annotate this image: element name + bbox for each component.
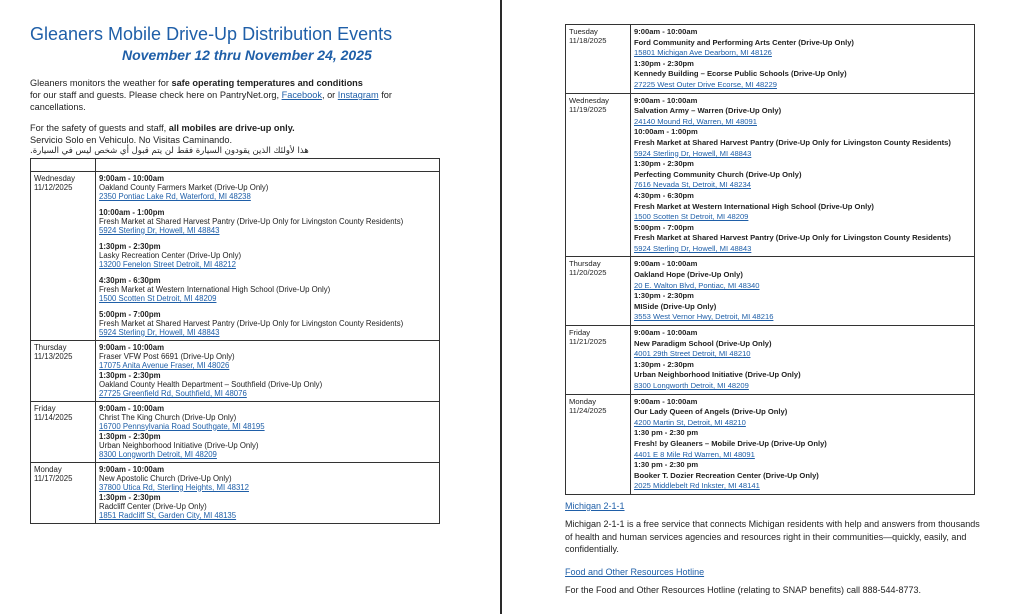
event-time: 1:30pm - 2:30pm [99, 431, 161, 441]
event-address-link[interactable]: 7616 Nevada St, Detroit, MI 48234 [634, 180, 751, 190]
left-page [30, 0, 450, 524]
event-time: 1:30pm - 2:30pm [634, 291, 694, 301]
date-label: 11/14/2025 [34, 412, 73, 422]
event-location-name: Fresh! by Gleaners – Mobile Drive-Up (Drive-Up Only) [634, 438, 827, 448]
events-cell [631, 257, 975, 326]
events-cell [96, 340, 440, 401]
event-address-link[interactable]: 4200 Martin St, Detroit, MI 48210 [634, 417, 746, 427]
event-item [99, 343, 436, 370]
event-item [634, 460, 971, 492]
event-location-name: New Paradigm School (Drive-Up Only) [634, 338, 772, 348]
instagram-link[interactable]: Instagram [337, 90, 379, 100]
event-time: 5:00pm - 7:00pm [99, 309, 161, 319]
day-label: Friday [569, 328, 591, 338]
event-location-name: Fraser VFW Post 6691 (Drive-Up Only) [99, 351, 235, 361]
event-location-name: Booker T. Dozier Recreation Center (Drive-Up Only) [634, 470, 819, 480]
event-item [99, 310, 436, 337]
event-location-name: Fresh Market at Shared Harvest Pantry (Drive-Up Only for Livingston County Residents) [634, 137, 951, 147]
event-location-name: Perfecting Community Church (Drive-Up Only) [634, 169, 802, 179]
michigan-211-description: Michigan 2-1-1 is a free service that connects Michigan residents with help and answers from thousands of health and human services agencies and resources right in their communities—quickly, easily, and confidentially. [565, 519, 980, 555]
event-address-link[interactable]: 8300 Longworth Detroit, MI 48209 [634, 381, 749, 390]
event-address-link[interactable]: 15801 Michigan Ave Dearborn, MI 48126 [634, 48, 772, 58]
table-row [31, 462, 440, 523]
event-item [634, 328, 971, 360]
safety-notice: For the safety of guests and staff, all mobiles are drive-up only. Servicio Solo en Vehiculo. No Visitas Caminando. هذا لأولئك الذين يقودون السيارة فقط لن يتم قبول أي شخص ليس في السيارة. [30, 123, 450, 158]
event-address-link[interactable]: 24140 Mound Rd, Warren, MI 48091 [634, 116, 757, 126]
page-subtitle: November 12 thru November 24, 2025 [122, 47, 372, 63]
event-location-name: New Apostolic Church (Drive-Up Only) [99, 473, 232, 483]
event-location-name: Oakland County Farmers Market (Drive-Up Only) [99, 182, 269, 192]
event-item [634, 27, 971, 59]
event-item [99, 432, 436, 459]
event-location-name: Urban Neighborhood Initiative (Drive-Up Only) [634, 370, 801, 380]
day-cell [566, 25, 631, 94]
day-cell [566, 257, 631, 326]
intro-paragraph: Gleaners monitors the weather for safe operating temperatures and conditions for our staff and guests. Please check here on PantryNet.org, Facebook, or Instagram for cancellations. [30, 78, 392, 112]
event-time: 1:30pm - 2:30pm [634, 159, 694, 169]
date-label: 11/19/2025 [569, 104, 607, 114]
event-address-link[interactable]: 1500 Scotten St Detroit, MI 48209 [634, 212, 749, 222]
events-cell [96, 462, 440, 523]
event-address-link[interactable]: 20 E. Walton Blvd, Pontiac, MI 48340 [634, 280, 760, 290]
event-item [99, 404, 436, 431]
event-item [99, 465, 436, 492]
event-item [99, 371, 436, 398]
table-row [566, 394, 975, 494]
event-location-name: Fresh Market at Shared Harvest Pantry (Drive-Up Only for Livingston County Residents) [99, 318, 404, 328]
day-cell [566, 93, 631, 257]
event-time: 9:00am - 10:00am [634, 259, 698, 269]
day-label: Tuesday [569, 27, 598, 36]
event-address-link[interactable]: 17075 Anita Avenue Fraser, MI 48026 [99, 360, 230, 370]
event-address-link[interactable]: 1851 Radcliff St, Garden City, MI 48135 [99, 510, 237, 520]
day-cell [566, 394, 631, 494]
date-label: 11/17/2025 [34, 473, 73, 483]
event-time: 1:30pm - 2:30pm [634, 359, 694, 369]
event-time: 9:00am - 10:00am [99, 173, 165, 183]
event-location-name: Salvation Army – Warren (Drive-Up Only) [634, 106, 782, 116]
event-location-name: Urban Neighborhood Initiative (Drive-Up Only) [99, 440, 259, 450]
event-address-link[interactable]: 13200 Fenelon Street Detroit, MI 48212 [99, 259, 236, 269]
table-header-row [31, 158, 440, 171]
table-row [566, 25, 975, 94]
date-label: 11/18/2025 [569, 36, 607, 45]
event-address-link[interactable]: 27725 Greenfield Rd, Southfield, MI 48076 [99, 388, 247, 398]
event-time: 1:30pm - 2:30pm [99, 241, 161, 251]
event-location-name: Fresh Market at Western International High School (Drive-Up Only) [634, 201, 874, 211]
day-label: Wednesday [569, 95, 609, 105]
page-divider [500, 0, 502, 614]
right-page [565, 0, 985, 607]
left-schedule-table [30, 158, 440, 524]
event-time: 10:00am - 1:00pm [634, 127, 698, 137]
event-time: 1:30pm - 2:30pm [634, 58, 694, 68]
event-address-link[interactable]: 1500 Scotten St Detroit, MI 48209 [99, 293, 217, 303]
event-location-name: Oakland County Health Department – Southfield (Drive-Up Only) [99, 379, 323, 389]
day-cell [31, 171, 96, 340]
events-cell [631, 394, 975, 494]
event-location-name: MISide (Drive-Up Only) [634, 301, 717, 311]
event-address-link[interactable]: 4001 29th Street Detroit, MI 48210 [634, 349, 751, 359]
event-time: 9:00am - 10:00am [99, 342, 165, 352]
day-label: Wednesday [34, 173, 76, 183]
day-cell [31, 401, 96, 462]
event-time: 1:30pm - 2:30pm [99, 492, 161, 502]
facebook-link[interactable]: Facebook [281, 90, 322, 100]
events-cell [631, 93, 975, 257]
event-location-name: Christ The King Church (Drive-Up Only) [99, 412, 237, 422]
events-cell [96, 401, 440, 462]
event-location-name: Ford Community and Performing Arts Center (Drive-Up Only) [634, 37, 854, 47]
event-time: 9:00am - 10:00am [634, 396, 698, 406]
right-schedule-table [565, 24, 975, 495]
event-item [634, 191, 971, 223]
event-item [634, 291, 971, 323]
event-time: 9:00am - 10:00am [634, 27, 698, 36]
event-location-name: Our Lady Queen of Angels (Drive-Up Only) [634, 407, 788, 417]
day-label: Monday [569, 396, 597, 406]
event-item [99, 276, 436, 303]
event-time: 5:00pm - 7:00pm [634, 222, 694, 232]
event-time: 9:00am - 10:00am [634, 95, 698, 105]
table-row [31, 340, 440, 401]
date-label: 11/20/2025 [569, 268, 607, 278]
event-location-name: Fresh Market at Shared Harvest Pantry (Drive-Up Only for Livingston County Residents) [99, 216, 404, 226]
event-address-link[interactable]: 4401 E 8 Mile Rd Warren, MI 48091 [634, 449, 755, 459]
event-address-link[interactable]: 2025 Middlebelt Rd Inkster, MI 48141 [634, 481, 760, 491]
event-time: 10:00am - 1:00pm [99, 207, 165, 217]
event-address-link[interactable]: 8300 Longworth Detroit, MI 48209 [99, 449, 217, 459]
day-cell [31, 462, 96, 523]
event-location-name: Oakland Hope (Drive-Up Only) [634, 270, 743, 280]
day-label: Friday [34, 403, 56, 413]
michigan-211-link[interactable]: Michigan 2-1-1 [565, 500, 625, 511]
table-row [31, 171, 440, 340]
event-item [634, 428, 971, 460]
events-cell [631, 25, 975, 94]
event-time: 1:30 pm - 2:30 pm [634, 428, 699, 438]
event-address-link[interactable]: 5924 Sterling Dr, Howell, MI 48843 [634, 148, 752, 158]
event-location-name: Radcliff Center (Drive-Up Only) [99, 501, 207, 511]
day-label: Monday [34, 464, 62, 474]
table-row [566, 326, 975, 395]
event-item [634, 159, 971, 191]
events-cell [96, 171, 440, 340]
event-item [634, 59, 971, 91]
events-cell [631, 326, 975, 395]
event-address-link[interactable]: 5924 Sterling Dr, Howell, MI 48843 [99, 225, 220, 235]
event-location-name: Lasky Recreation Center (Drive-Up Only) [99, 250, 242, 260]
table-row [566, 257, 975, 326]
event-address-link[interactable]: 16700 Pennsylvania Road Southgate, MI 48195 [99, 421, 265, 431]
event-location-name: Fresh Market at Shared Harvest Pantry (Drive-Up Only for Livingston County Residents) [634, 233, 951, 243]
table-row [31, 401, 440, 462]
event-time: 9:00am - 10:00am [634, 328, 698, 338]
event-item [634, 127, 971, 159]
event-address-link[interactable]: 27225 West Outer Drive Ecorse, MI 48229 [634, 79, 777, 89]
table-row [566, 93, 975, 257]
event-time: 4:30pm - 6:30pm [99, 275, 161, 285]
day-label: Thursday [34, 342, 67, 352]
food-hotline-description: For the Food and Other Resources Hotline (relating to SNAP benefits) call 888-544-8773. [565, 585, 922, 596]
event-item [99, 208, 436, 235]
day-label: Thursday [569, 259, 601, 269]
event-location-name: Fresh Market at Western International High School (Drive-Up Only) [99, 284, 331, 294]
event-item [634, 360, 971, 392]
event-item [634, 223, 971, 255]
event-item [99, 242, 436, 269]
event-address-link[interactable]: 37800 Utica Rd, Sterling Heights, MI 48312 [99, 482, 249, 492]
event-item [634, 259, 971, 291]
date-label: 11/24/2025 [569, 405, 607, 415]
event-time: 4:30pm - 6:30pm [634, 190, 694, 200]
event-address-link[interactable]: 2350 Pontiac Lake Rd, Waterford, MI 48238 [99, 191, 251, 201]
resources-footer [565, 500, 985, 597]
event-time: 1:30pm - 2:30pm [99, 370, 161, 380]
event-address-link[interactable]: 5924 Sterling Dr, Howell, MI 48843 [99, 327, 220, 337]
day-cell [566, 326, 631, 395]
food-hotline-link[interactable]: Food and Other Resources Hotline [565, 566, 705, 577]
event-address-link[interactable]: 5924 Sterling Dr, Howell, MI 48843 [634, 243, 752, 253]
arabic-notice: هذا لأولئك الذين يقودون السيارة فقط لن يتم قبول أي شخص ليس في السيارة. [30, 146, 309, 156]
event-time: 9:00am - 10:00am [99, 464, 165, 474]
event-item [634, 96, 971, 128]
event-time: 1:30 pm - 2:30 pm [634, 460, 699, 470]
event-address-link[interactable]: 3553 West Vernor Hwy, Detroit, MI 48216 [634, 312, 774, 322]
day-cell [31, 340, 96, 401]
event-time: 9:00am - 10:00am [99, 403, 165, 413]
date-label: 11/21/2025 [569, 337, 607, 347]
event-location-name: Kennedy Building – Ecorse Public Schools (Drive-Up Only) [634, 69, 847, 79]
event-item [99, 493, 436, 520]
spanish-notice: Servicio Solo en Vehiculo. No Visitas Caminando. [30, 134, 233, 145]
date-label: 11/12/2025 [34, 182, 73, 192]
page-title: Gleaners Mobile Drive-Up Distribution Events [30, 24, 393, 44]
event-item [99, 174, 436, 201]
date-label: 11/13/2025 [34, 351, 73, 361]
event-item [634, 397, 971, 429]
